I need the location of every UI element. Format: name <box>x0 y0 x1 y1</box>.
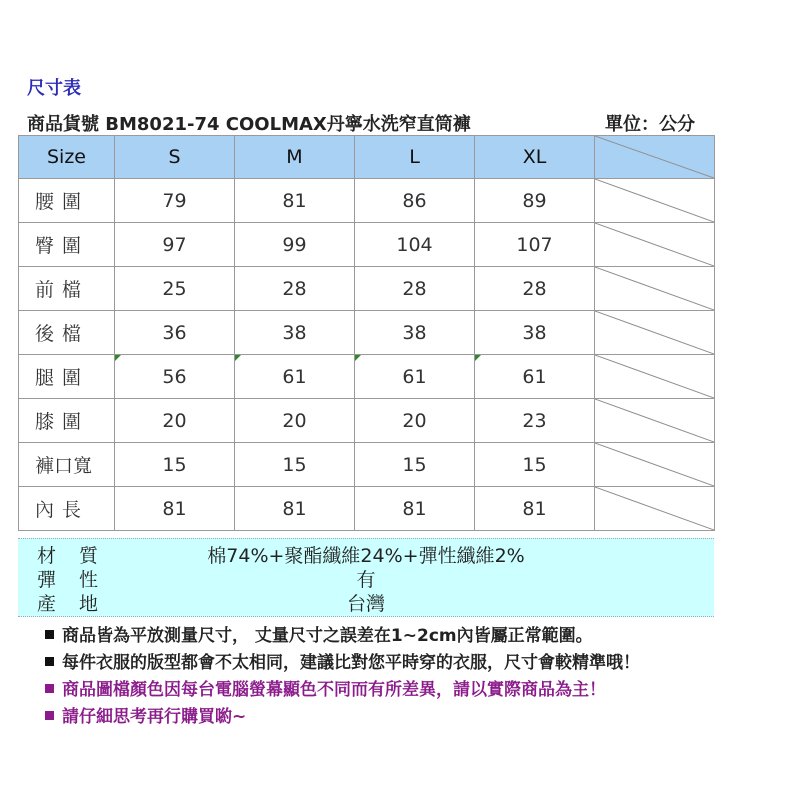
material-label-part: 彈 <box>37 569 57 591</box>
row-label-part: 圍 <box>62 367 82 389</box>
table-header-row <box>19 136 715 179</box>
header-m: M <box>235 136 355 179</box>
size-value-cell: 86 <box>355 179 475 223</box>
cell-marker-icon <box>115 355 121 361</box>
note-text: 商品皆為平放測量尺寸， 丈量尺寸之誤差在1~2cm內皆屬正常範圍。 <box>62 626 593 646</box>
blank-diagonal-cell <box>595 443 715 487</box>
square-bullet-icon <box>45 630 54 639</box>
row-label <box>19 487 115 531</box>
size-value-cell: 81 <box>475 487 595 531</box>
square-bullet-icon <box>45 684 54 693</box>
note-item <box>45 705 640 732</box>
row-label-part: 圍 <box>62 235 82 257</box>
blank-diagonal-cell <box>595 267 715 311</box>
note-text: 商品圖檔顏色因每台電腦螢幕顯色不同而有所差異，請以實際商品為主！ <box>62 680 606 700</box>
row-label-part: 內 <box>35 499 55 521</box>
table-body <box>19 179 715 531</box>
diagonal-line <box>595 399 714 442</box>
material-row <box>18 541 714 565</box>
cell-marker-icon <box>475 355 481 361</box>
row-label <box>19 443 115 487</box>
material-value: 台灣 <box>346 593 385 615</box>
size-value-cell <box>475 355 595 399</box>
table-row <box>19 223 715 267</box>
size-value-cell: 107 <box>475 223 595 267</box>
material-section <box>18 538 714 617</box>
blank-diagonal-cell <box>595 487 715 531</box>
size-value-cell: 81 <box>355 487 475 531</box>
row-label-part: 前 <box>35 279 55 301</box>
unit-label: 單位：公分 <box>605 114 695 135</box>
material-label-part: 地 <box>79 593 99 615</box>
diagonal-line <box>595 223 714 266</box>
row-label <box>19 399 115 443</box>
size-value-cell: 20 <box>115 399 235 443</box>
square-bullet-icon <box>45 657 54 666</box>
notes-list <box>45 624 640 732</box>
material-value: 有 <box>356 569 376 591</box>
size-value-cell: 25 <box>115 267 235 311</box>
blank-diagonal-cell <box>595 179 715 223</box>
size-value-cell <box>235 355 355 399</box>
size-value-cell: 38 <box>475 311 595 355</box>
blank-diagonal-cell <box>595 311 715 355</box>
diagonal-line <box>595 136 714 178</box>
header-xl: XL <box>475 136 595 179</box>
blank-diagonal-cell <box>595 223 715 267</box>
size-value-cell: 81 <box>235 179 355 223</box>
blank-diagonal-cell <box>595 355 715 399</box>
size-value-cell: 104 <box>355 223 475 267</box>
note-item <box>45 678 640 705</box>
size-value: 56 <box>162 365 187 388</box>
material-label-part: 質 <box>79 545 99 567</box>
product-code: 商品貨號 BM8021-74 COOLMAX丹寧水洗窄直筒褲 <box>27 114 471 135</box>
size-value-cell: 99 <box>235 223 355 267</box>
note-text: 請仔細思考再行購買喲~ <box>62 707 247 727</box>
row-label-part: 膝 <box>35 411 55 433</box>
diagonal-line <box>595 267 714 310</box>
size-table <box>18 135 715 531</box>
size-value-cell: 20 <box>235 399 355 443</box>
material-label-part: 材 <box>37 545 57 567</box>
table-row <box>19 355 715 399</box>
size-value-cell: 15 <box>355 443 475 487</box>
size-value-cell: 28 <box>235 267 355 311</box>
row-label <box>19 267 115 311</box>
header-s: S <box>115 136 235 179</box>
diagonal-line <box>595 355 714 398</box>
material-label-part: 產 <box>37 593 57 615</box>
blank-diagonal-cell <box>595 399 715 443</box>
size-value-cell: 38 <box>235 311 355 355</box>
note-item <box>45 624 640 651</box>
row-label-part: 褲口寬 <box>35 455 93 477</box>
row-label <box>19 179 115 223</box>
diagonal-line <box>595 311 714 354</box>
material-row <box>18 565 714 589</box>
row-label-part: 圍 <box>62 411 82 433</box>
material-label-part: 性 <box>79 569 99 591</box>
size-value-cell: 23 <box>475 399 595 443</box>
material-row <box>18 589 714 613</box>
row-label-part: 臀 <box>35 235 55 257</box>
table-row <box>19 487 715 531</box>
size-value-cell: 28 <box>475 267 595 311</box>
size-value-cell <box>355 355 475 399</box>
note-text: 每件衣服的版型都會不太相同，建議比對您平時穿的衣服，尺寸會較精準哦！ <box>62 653 640 673</box>
size-value-cell: 38 <box>355 311 475 355</box>
row-label-part: 檔 <box>62 279 82 301</box>
size-value: 61 <box>282 365 307 388</box>
size-value-cell: 15 <box>475 443 595 487</box>
row-label-part: 長 <box>62 499 82 521</box>
size-value-cell: 81 <box>115 487 235 531</box>
size-value: 61 <box>402 365 427 388</box>
header-l: L <box>355 136 475 179</box>
size-value-cell: 97 <box>115 223 235 267</box>
size-value: 61 <box>522 365 547 388</box>
table-row <box>19 311 715 355</box>
size-value-cell: 89 <box>475 179 595 223</box>
diagonal-line <box>595 487 714 530</box>
row-label <box>19 311 115 355</box>
size-value-cell: 28 <box>355 267 475 311</box>
cell-marker-icon <box>235 355 241 361</box>
header-blank-cell <box>595 136 715 179</box>
size-value-cell: 36 <box>115 311 235 355</box>
table-row <box>19 179 715 223</box>
diagonal-line <box>595 179 714 222</box>
material-value: 棉74%+聚酯纖維24%+彈性纖維2% <box>207 545 525 567</box>
size-value-cell <box>115 355 235 399</box>
size-value-cell: 15 <box>235 443 355 487</box>
row-label <box>19 355 115 399</box>
row-label-part: 腰 <box>35 191 55 213</box>
table-row <box>19 443 715 487</box>
row-label-part: 檔 <box>62 323 82 345</box>
row-label <box>19 223 115 267</box>
note-item <box>45 651 640 678</box>
size-value-cell: 81 <box>235 487 355 531</box>
row-label-part: 圍 <box>62 191 82 213</box>
row-label-part: 後 <box>35 323 55 345</box>
size-value-cell: 79 <box>115 179 235 223</box>
square-bullet-icon <box>45 711 54 720</box>
row-label-part: 腿 <box>35 367 55 389</box>
table-row <box>19 267 715 311</box>
cell-marker-icon <box>355 355 361 361</box>
header-size: Size <box>19 136 115 179</box>
diagonal-line <box>595 443 714 486</box>
table-row <box>19 399 715 443</box>
size-value-cell: 15 <box>115 443 235 487</box>
page-title: 尺寸表 <box>27 78 81 99</box>
size-value-cell: 20 <box>355 399 475 443</box>
